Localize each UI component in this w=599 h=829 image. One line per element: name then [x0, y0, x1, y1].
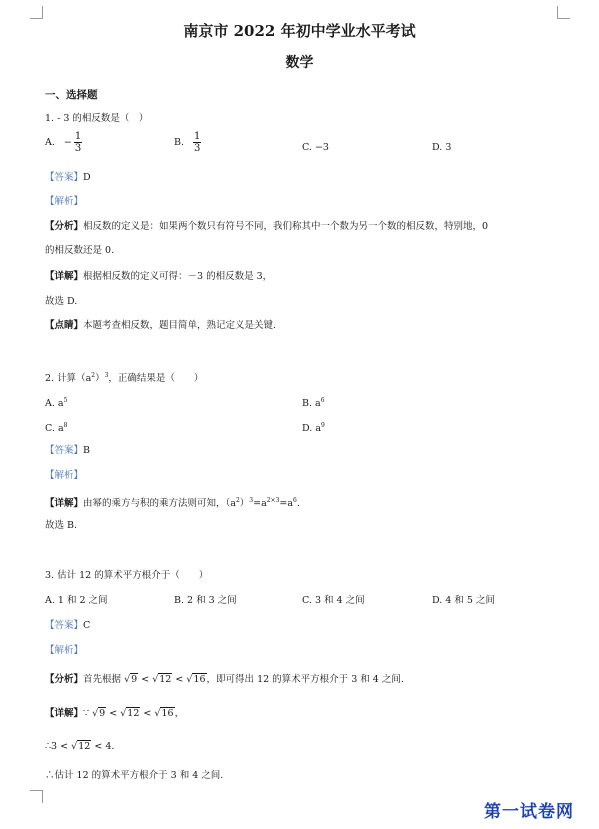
q1-jiexi-tag: 【解析】	[45, 196, 84, 207]
q2-option-d-exp: 9	[320, 422, 325, 429]
q2-option-b-exp: 6	[320, 397, 325, 404]
q2-detail-sup2: 3	[249, 497, 254, 504]
q1-comment-tag: 【点睛】	[45, 320, 84, 331]
q1-comment-text: 本题考查相反数，题目简单，熟记定义是关键.	[83, 320, 277, 331]
q3-detail-sqrt-9: √9	[92, 708, 106, 719]
q2-option-d	[302, 419, 325, 436]
q2-detail-end: .	[296, 498, 300, 510]
q2-answer	[45, 444, 90, 458]
crop-mark-top-right	[557, 6, 570, 19]
section-heading: 一、选择题	[45, 89, 98, 101]
q1-option-a-fraction	[74, 131, 82, 154]
q2-jiexi-tag: 【解析】	[45, 470, 84, 481]
q3-detail-lt-2: <	[143, 708, 152, 719]
q1-analysis-text-1: 相反数的定义是：如果两个数只有符号不同，我们称其中一个数为另一个数的相反数，特别地，0	[83, 221, 489, 232]
crop-mark-bottom-left	[30, 790, 43, 803]
q1-analysis-line-2: 的相反数还是 0.	[45, 245, 115, 256]
q3-analysis-lt-2: <	[175, 674, 184, 685]
q2-detail-pre: 由幂的乘方与积的乘方法则可知，（a	[83, 498, 236, 510]
q3-option-d: D. 4 和 5 之间	[432, 595, 495, 606]
q2-stem-mid: ）	[95, 373, 105, 385]
q3-detail-tag: 【详解】	[45, 708, 84, 719]
q2-option-a-exp: 5	[63, 397, 68, 404]
q2-detail-sup3: 2×3	[266, 497, 280, 504]
q2-detail	[45, 494, 300, 511]
crop-mark-top-left	[30, 6, 43, 19]
q3-therefore-sqrt-12: √12	[71, 741, 91, 752]
q3-conclusion: ∴估计 12 的算术平方根介于 3 和 4 之间.	[45, 770, 224, 781]
q3-analysis-radicand-9: 9	[131, 674, 138, 685]
q1-analysis-tag: 【分析】	[45, 221, 84, 232]
q2-answer-tag: 【答案】	[45, 445, 84, 456]
q2-option-a	[45, 394, 67, 411]
q3-detail-radicand-9: 9	[99, 708, 106, 719]
q1-option-b-fraction	[193, 131, 201, 154]
q3-option-b: B. 2 和 3 之间	[174, 595, 237, 606]
q1-choice: 故选 D.	[45, 296, 78, 307]
q2-stem-sup2: 3	[104, 372, 109, 379]
q2-answer-value: B	[83, 445, 90, 456]
q2-stem-post: ，正确结果是（ ）	[108, 373, 204, 385]
q3-therefore-lt-2: <	[94, 741, 103, 752]
exam-title: 南京市 2022 年初中学业水平考试	[183, 22, 416, 40]
q3-therefore-symbol: ∴	[45, 741, 52, 752]
q3-answer-tag: 【答案】	[45, 620, 84, 631]
q3-therefore-lt-1: <	[60, 741, 69, 752]
q2-stem	[45, 369, 203, 386]
q3-option-c: C. 3 和 4 之间	[302, 595, 365, 606]
q1-comment	[45, 319, 276, 333]
q3-because-symbol: ∵	[83, 708, 90, 719]
q2-detail-sup4: 6	[293, 497, 297, 504]
q2-stem-sup1: 2	[91, 372, 96, 379]
q1-option-b	[174, 131, 201, 154]
q3-answer	[45, 619, 90, 633]
q2-option-b	[302, 394, 325, 411]
q1-option-c: C. −3	[302, 142, 329, 153]
q1-detail-text: 根据相反数的定义可得：－3 的相反数是 3，	[83, 271, 273, 282]
q3-therefore-period: .	[111, 741, 115, 752]
q2-choice: 故选 B.	[45, 520, 78, 531]
q3-analysis-tag: 【分析】	[45, 674, 84, 685]
q1-detail-tag: 【详解】	[45, 271, 84, 282]
q3-therefore-radicand-12: 12	[78, 741, 91, 752]
q3-analysis	[45, 673, 404, 687]
q2-option-c	[45, 419, 67, 436]
q3-detail-sqrt-16: √16	[154, 708, 174, 719]
q3-analysis-pre: 首先根据	[83, 674, 122, 685]
watermark-logo: 第一试卷网	[484, 802, 574, 822]
q1-stem: 1. - 3 的相反数是（ ）	[45, 113, 149, 124]
q3-therefore-four: 4	[105, 741, 112, 752]
q3-detail-radicand-16: 16	[161, 708, 174, 719]
q2-detail-sup1: 2	[235, 497, 240, 504]
q2-option-c-base: C. a	[45, 423, 64, 435]
q1-option-a-sign: −	[63, 137, 72, 148]
q3-detail-lt-1: <	[109, 708, 118, 719]
q2-detail-tag: 【详解】	[45, 498, 84, 510]
q1-option-b-denominator: 3	[194, 143, 201, 154]
q1-option-a-numerator: 1	[74, 131, 82, 142]
q3-detail-sqrt-12: √12	[120, 708, 140, 719]
q3-option-a: A. 1 和 2 之间	[45, 595, 108, 606]
q3-analysis-lt-1: <	[141, 674, 150, 685]
q3-analysis-sqrt-9: √9	[124, 674, 138, 685]
q3-therefore	[45, 740, 114, 754]
q3-analysis-post: ，即可得出 12 的算术平方根介于 3 和 4 之间.	[206, 674, 404, 685]
q2-option-d-base: D. a	[302, 423, 321, 435]
q1-answer	[45, 171, 91, 185]
q2-option-a-base: A. a	[45, 398, 64, 410]
q1-option-d: D. 3	[432, 142, 452, 153]
q2-detail-mid: ）	[239, 498, 250, 510]
q2-option-c-exp: 8	[63, 422, 68, 429]
q3-analysis-sqrt-12: √12	[152, 674, 172, 685]
q1-option-b-numerator: 1	[194, 131, 201, 142]
q3-analysis-radicand-12: 12	[159, 674, 172, 685]
q1-analysis-line-1	[45, 220, 488, 234]
q1-answer-tag: 【答案】	[45, 172, 84, 183]
q3-detail-radicand-12: 12	[127, 708, 140, 719]
q3-therefore-three: 3	[51, 741, 58, 752]
q2-option-b-base: B. a	[302, 398, 321, 410]
q1-option-a-label: A.	[45, 137, 55, 148]
q2-detail-eq: =a	[253, 498, 267, 510]
q3-detail-end: ，	[174, 708, 185, 719]
q3-detail	[45, 707, 184, 721]
q3-analysis-sqrt-16: √16	[186, 674, 206, 685]
q1-option-a	[45, 131, 82, 154]
q3-answer-value: C	[83, 620, 91, 631]
q1-answer-value: D	[83, 172, 91, 183]
q2-detail-eq2: =a	[279, 498, 294, 510]
q3-analysis-radicand-16: 16	[193, 674, 206, 685]
q1-option-a-denominator: 3	[74, 143, 82, 154]
q1-option-b-label: B.	[174, 137, 185, 148]
q3-stem: 3. 估计 12 的算术平方根介于（ ）	[45, 570, 209, 581]
q3-jiexi-tag: 【解析】	[45, 645, 84, 656]
exam-subject: 数学	[285, 55, 314, 71]
q2-stem-pre: 2. 计算（a	[45, 373, 92, 385]
q1-detail	[45, 270, 272, 284]
